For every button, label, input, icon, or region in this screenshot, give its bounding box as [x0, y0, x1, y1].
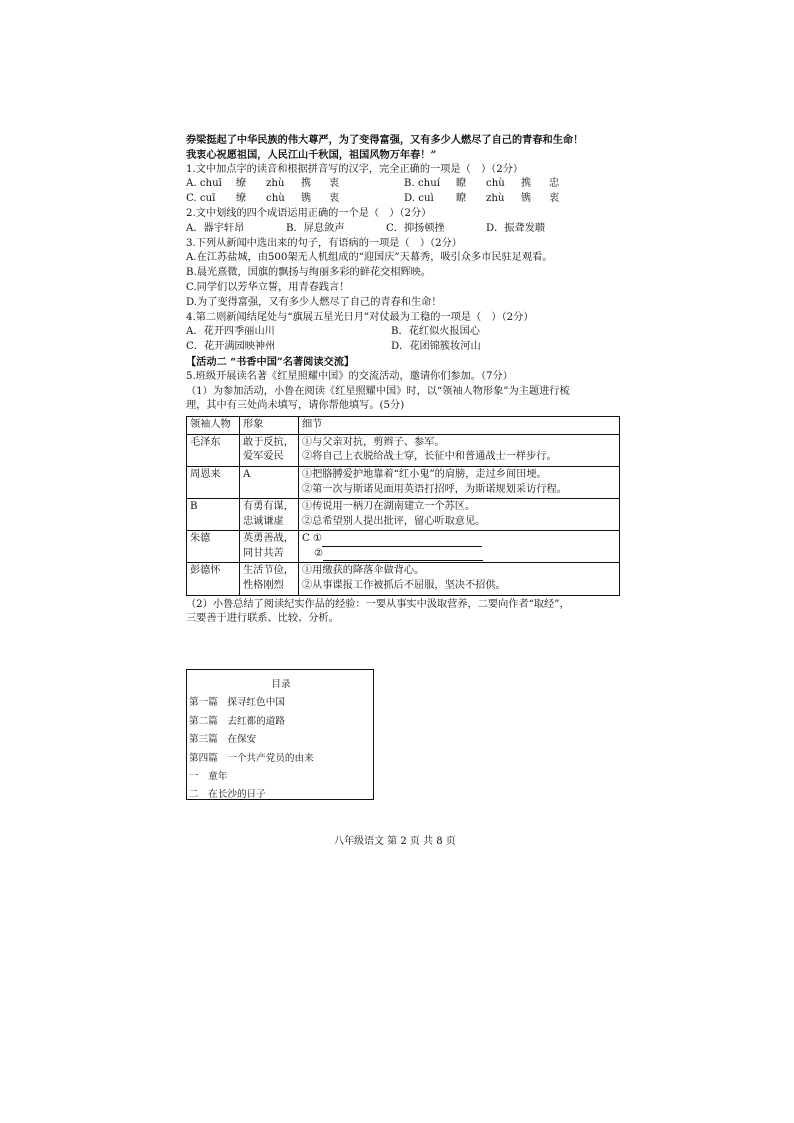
toc-item: 第一篇 探寻红色中国: [189, 697, 285, 709]
q2-options: [186, 222, 618, 237]
leader-detail: [299, 434, 620, 466]
detail-1: ①用缴获的降落伞做背心。: [302, 565, 425, 577]
q1-b-label: B. chuí: [404, 178, 441, 190]
answer-blank-1[interactable]: [322, 535, 482, 547]
detail-2: ②将自己上衣脱给战士穿，长征中和普通战士一样步行。: [302, 451, 557, 463]
q1-c-char1: 缭: [236, 193, 247, 205]
leader-image: [240, 563, 299, 595]
q1-b-pinyin: chù: [486, 178, 505, 190]
q5-sub1-line2: 理，其中有三处尚未填写，请你帮他填写。(5分): [186, 400, 405, 412]
q4-option-c: C．花开满园映神州: [186, 341, 276, 353]
q1-d-pinyin: zhù: [486, 193, 505, 205]
q1-a-char3: 衷: [329, 178, 340, 190]
q1-options-row-1: [186, 177, 618, 192]
table-header-row: [187, 417, 620, 435]
leader-detail: [299, 466, 620, 498]
leader-image: [240, 466, 299, 498]
q2-option-d: D．振聋发聩: [486, 222, 546, 234]
q1-b-char3: 忠: [549, 178, 560, 190]
q3-option-a: A.在江苏盐城，由500架无人机组成的“迎国庆”天幕秀，吸引众多市民驻足观看。: [186, 252, 553, 264]
image-line-2: 爱军爱民: [243, 451, 284, 463]
leader-image: [240, 531, 299, 563]
toc-title: 目录: [271, 679, 291, 690]
q4-option-b: B．花红似火报国心: [391, 326, 480, 338]
image-line-1: 英勇善战，: [243, 533, 294, 545]
leader-table: [186, 416, 620, 596]
image-line-1: A: [243, 468, 251, 480]
exam-page: [186, 133, 618, 627]
leader-image: [240, 499, 299, 531]
detail-2: ②第一次与斯诺见面用英语打招呼，为斯诺规划采访行程。: [302, 483, 567, 495]
q1-b-char1: 瞭: [456, 178, 467, 190]
image-line-2: [243, 483, 295, 498]
table-row: [187, 466, 620, 498]
detail-1: ①与父亲对抗，剪辫子、参军。: [302, 436, 445, 448]
answer-blank-2[interactable]: [323, 549, 483, 561]
leader-name: 彭德怀: [187, 563, 240, 595]
q1-a-label: A. chuī: [186, 178, 222, 190]
table-of-contents-box: [186, 669, 374, 800]
image-line-2: 同甘共苦: [243, 547, 284, 559]
table-row: [187, 434, 620, 466]
q1-c-char2: 镌: [301, 193, 312, 205]
q4-options-row-1: [186, 325, 618, 340]
q5-sub1-line1: （1）为参加活动，小鲁在阅读《红星照耀中国》时，以“领袖人物形象”为主题进行梳: [186, 385, 570, 397]
q5-sub2-line1: （2）小鲁总结了阅读纪实作品的经验：一要从事实中汲取营养，二要向作者“取经”，: [186, 598, 570, 610]
detail-2: ②从事谍报工作被抓后不屈服，坚决不招供。: [302, 580, 506, 592]
toc-item: 第二篇 去红都的道路: [189, 715, 285, 727]
image-line-1: 有勇有谋，: [243, 501, 294, 513]
q1-d-char3: 衷: [549, 193, 560, 205]
leader-image: [240, 434, 299, 466]
leader-detail: [299, 563, 620, 595]
toc-item: 二 在长沙的日子: [189, 789, 266, 801]
q4-stem: 4.第二则新闻结尾处与“旗展五星光日月”对仗最为工稳的一项是（ ）（2分）: [186, 311, 534, 323]
toc-item: 一 童年: [189, 771, 228, 783]
image-line-2: 忠诚谦虚: [243, 515, 284, 527]
q1-d-char1: 瞭: [456, 193, 467, 205]
q1-a-char1: 缭: [236, 178, 247, 190]
q1-c-pinyin: chù: [266, 193, 285, 205]
q1-a-char2: 携: [301, 178, 312, 190]
answer-c-label: C ①: [302, 533, 323, 545]
detail-1: ①传说用一柄刀在湖南建立一个苏区。: [302, 501, 476, 513]
intro-line-2: 我衷心祝愿祖国，人民江山千秋国，祖国风物万年春！”: [186, 148, 437, 161]
q4-options-row-2: [186, 340, 618, 355]
table-row: [187, 531, 620, 563]
table-header-cell: 细节: [299, 417, 620, 435]
leader-name: 朱德: [187, 531, 240, 563]
leader-name: 毛泽东: [187, 434, 240, 466]
q1-c-label: C. cuī: [186, 193, 216, 205]
q1-a-pinyin: zhù: [266, 178, 285, 190]
q3-option-c: C.同学们以芳华立誓，用青春践言！: [186, 281, 350, 293]
leader-detail: [299, 531, 620, 563]
q1-d-label: D. cuì: [404, 193, 434, 205]
image-line-1: 敢于反抗，: [243, 436, 294, 448]
q3-stem: 3.下列从新闻中选出来的句子，有语病的一项是（ ）（2分）: [186, 237, 462, 249]
leader-detail: [299, 499, 620, 531]
q5-stem: 5.班级开展读名著《红星照耀中国》的交流活动，邀请你们参加。（7分）: [186, 370, 513, 382]
q2-option-c: C．抑扬顿挫: [386, 222, 445, 234]
q4-option-a: A．花开四季丽山川: [186, 326, 275, 338]
detail-2: ②总希望别人提出批评，留心听取意见。: [302, 515, 486, 527]
q3-option-b: B.晨光熹微，国旗的飘扬与绚丽多彩的鲜花交相辉映。: [186, 267, 432, 279]
q2-stem: 2.文中划线的四个成语运用正确的一个是（ ）（2分）: [186, 207, 432, 219]
leader-name: 周恩来: [187, 466, 240, 498]
table-row: [187, 563, 620, 595]
q1-stem: 1.文中加点字的读音和根据拼音写的汉字，完全正确的一项是（ ）（2分）: [186, 163, 524, 175]
q4-option-d: D．花团锦簇妆河山: [391, 341, 481, 353]
q1-c-char3: 衷: [329, 193, 340, 205]
table-header-cell: 领袖人物: [187, 417, 240, 435]
q5-sub2-line2: 三要善于进行联系、比较、分析。: [186, 613, 339, 625]
answer-c2-label: ②: [314, 547, 324, 559]
detail-1: ①把胳膊爱护地靠着“红小鬼”的肩膀，走过乡间田埂。: [302, 468, 547, 480]
image-line-2: 性格刚烈: [243, 580, 284, 592]
q2-option-b: B．屏息敛声: [286, 222, 345, 234]
q1-options-row-2: [186, 192, 618, 207]
q1-b-char2: 携: [521, 178, 532, 190]
table-header-cell: 形象: [240, 417, 299, 435]
activity2-title: 【活动二 “书香中国”名著阅读交流】: [186, 355, 355, 368]
toc-item: 第三篇 在保安: [189, 734, 257, 746]
table-row: [187, 499, 620, 531]
intro-line-1: 券梁挺起了中华民族的伟大尊严，为了变得富强，又有多少人燃尽了自己的青春和生命！: [186, 134, 584, 146]
page-footer: 八年级语文 第 2 页 共 8 页: [334, 836, 456, 847]
q3-option-d: D.为了变得富强，又有多少人燃尽了自己的青春和生命！: [186, 296, 442, 308]
toc-item: 第四篇 一个共产党员的由来: [189, 752, 314, 764]
q2-option-a: A．器宇轩昂: [186, 222, 245, 234]
q1-d-char2: 镌: [521, 193, 532, 205]
image-line-1: 生活节俭，: [243, 565, 294, 577]
leader-name: B: [187, 499, 240, 531]
